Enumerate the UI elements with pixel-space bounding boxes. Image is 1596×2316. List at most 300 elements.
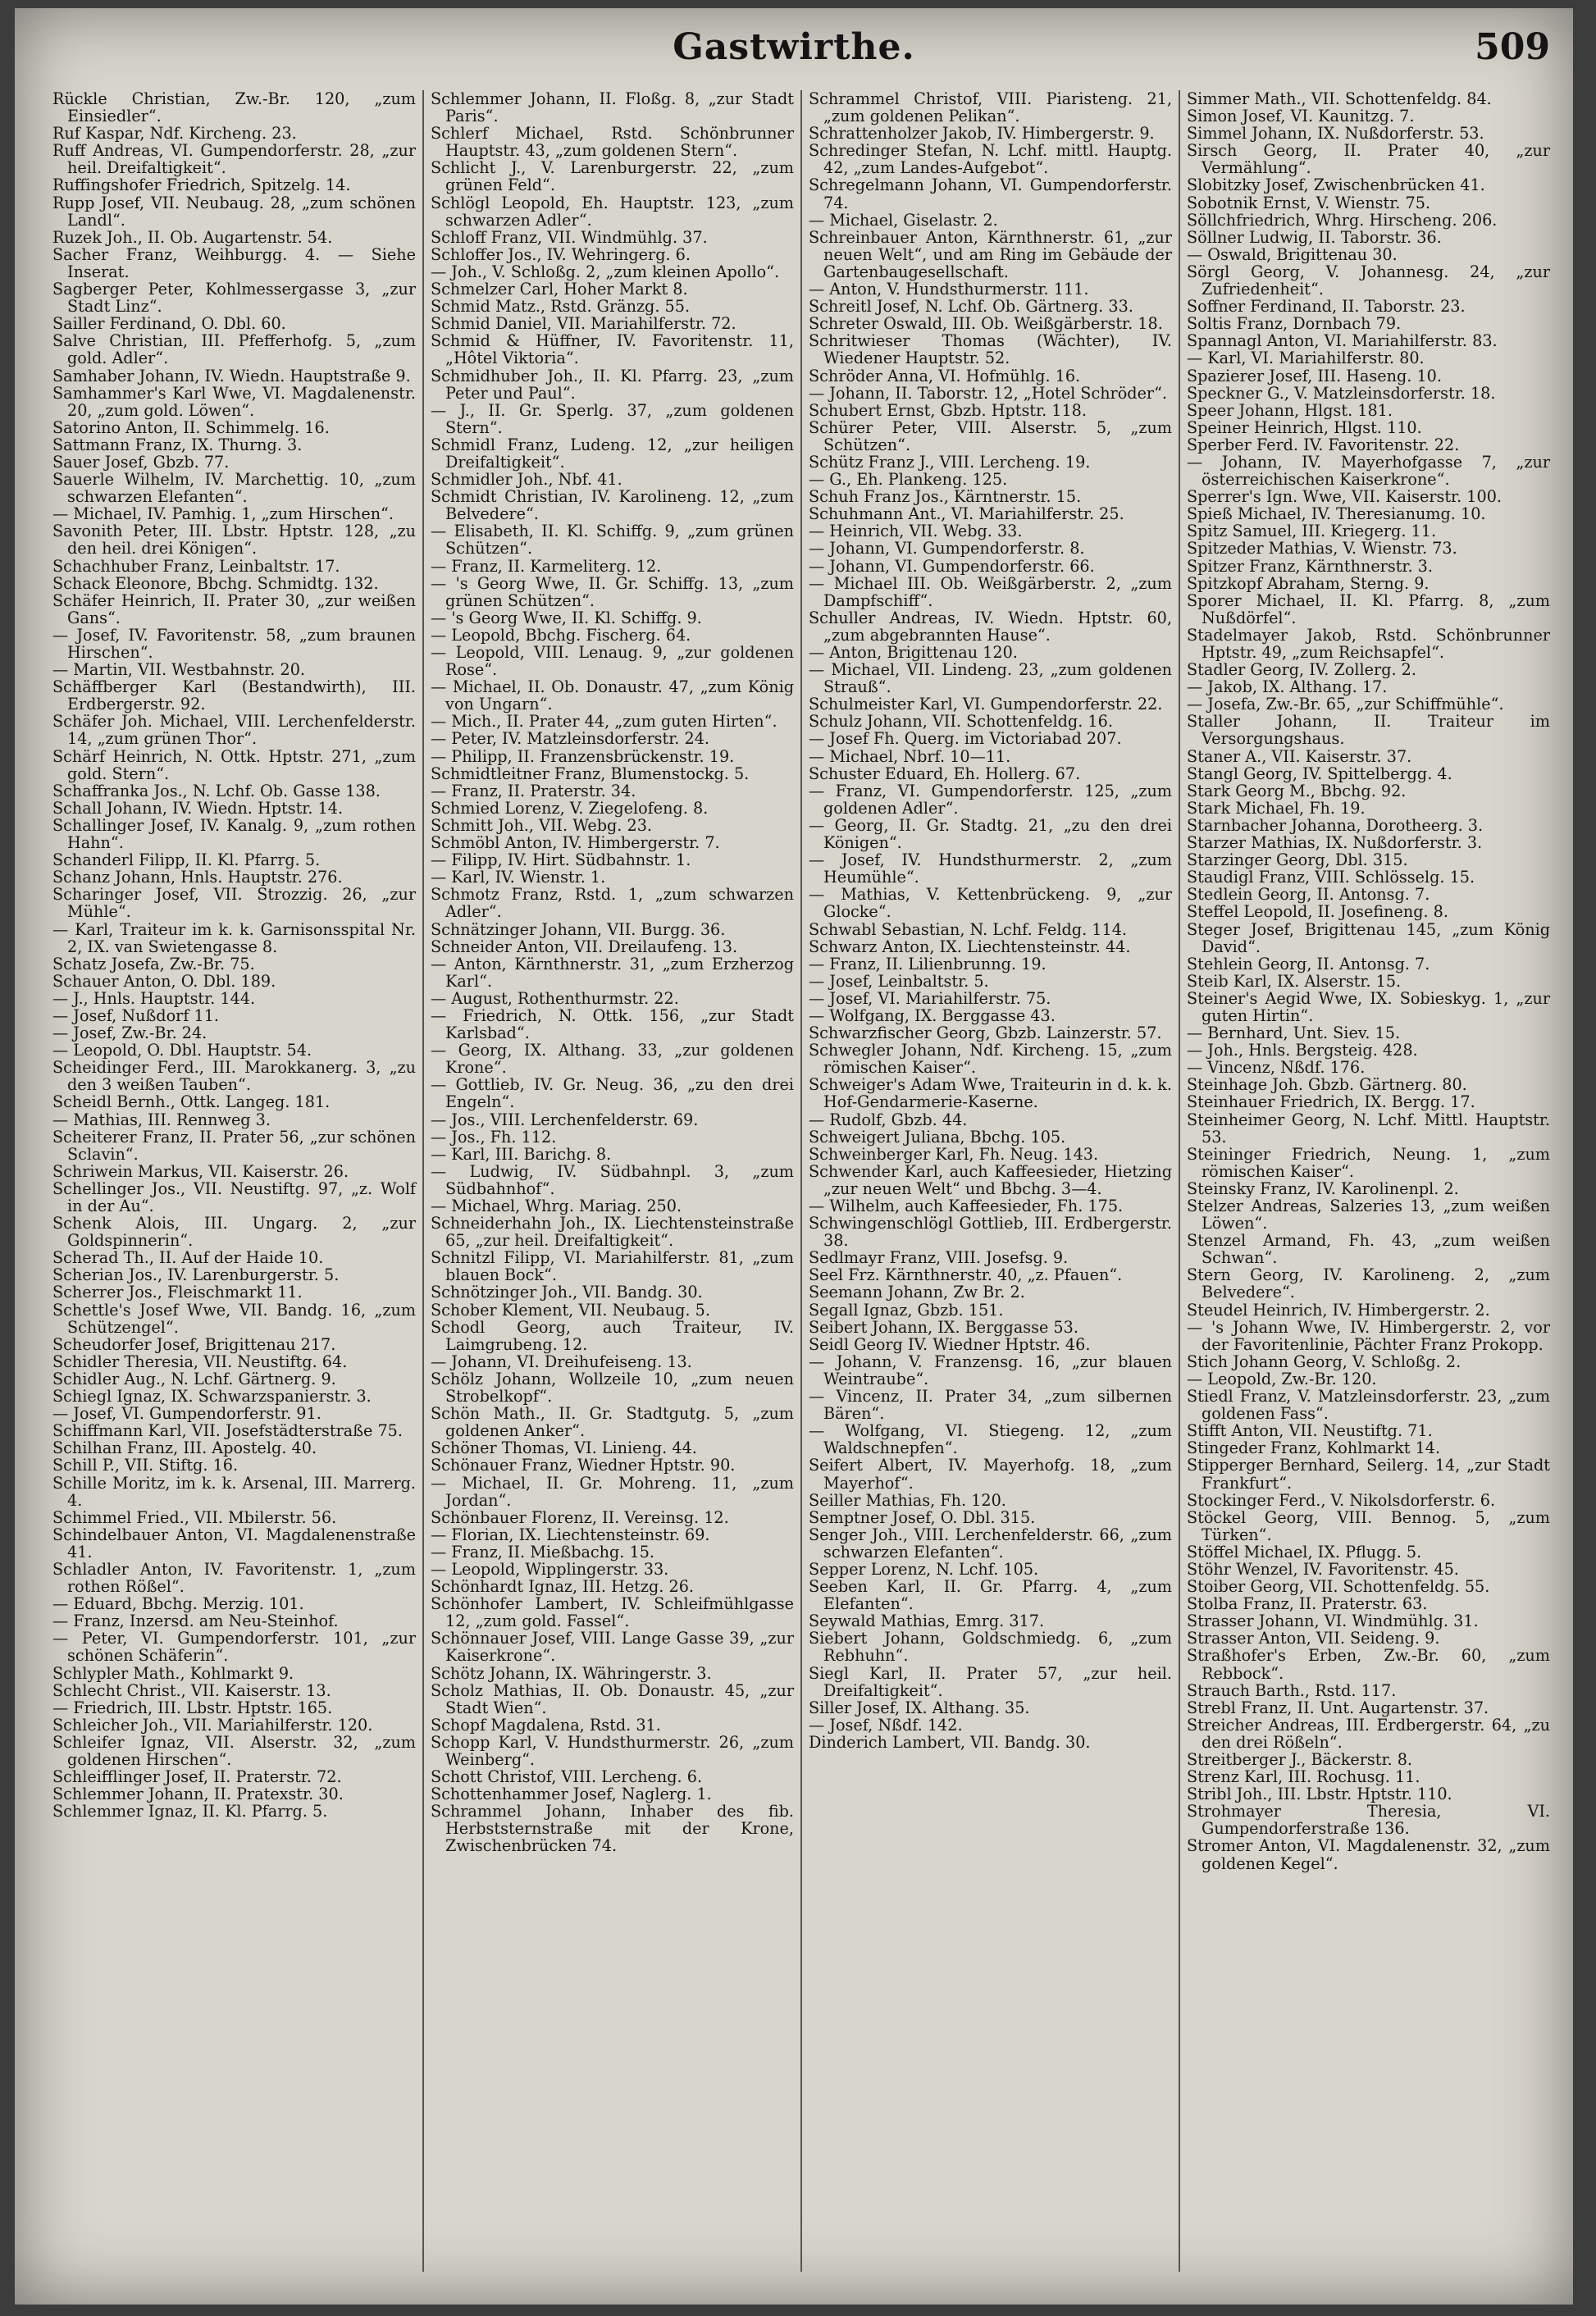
directory-entry: Seibert Johann, IX. Berggasse 53. — [809, 1317, 1078, 1337]
directory-entry: Schauer Anton, O. Dbl. 189. — [52, 971, 276, 991]
directory-entry: — Heinrich, VII. Webg. 33. — [809, 522, 1023, 541]
directory-entry: Schaffranka Jos., N. Lchf. Ob. Gasse 138. — [52, 781, 381, 800]
directory-entry: Schanderl Filipp, II. Kl. Pfarrg. 5. — [52, 850, 321, 870]
directory-entry: Starzer Mathias, IX. Nußdorferstr. 3. — [1187, 833, 1483, 853]
directory-entry: Dinderich Lambert, VII. Bandg. 30. — [809, 1732, 1091, 1752]
directory-entry: Schulz Johann, VII. Schottenfeldg. 16. — [809, 712, 1113, 732]
directory-entry: Starnbacher Johanna, Dorotheerg. 3. — [1187, 815, 1484, 835]
directory-entry: — J., II. Gr. Sperlg. 37, „zum goldenen Stern“. — [431, 400, 794, 437]
directory-entry: Sailler Ferdinand, O. Dbl. 60. — [52, 314, 286, 334]
directory-entry: Strasser Johann, VI. Windmühlg. 31. — [1187, 1612, 1479, 1631]
directory-entry: Spitzer Franz, Kärnthnerstr. 3. — [1187, 556, 1433, 576]
directory-entry: Sepper Lorenz, N. Lchf. 105. — [809, 1559, 1039, 1579]
directory-entry: Seifert Albert, IV. Mayerhofg. 18, „zum Mayerhof“. — [809, 1456, 1172, 1493]
directory-entry: Steiner's Aegid Wwe, IX. Sobieskyg. 1, „zur guten Hirtin“. — [1187, 988, 1550, 1025]
directory-entry: — Franz, VI. Gumpendorferstr. 125, „zum goldenen Adler“. — [809, 781, 1172, 818]
directory-entry: — Mathias, III. Rennweg 3. — [52, 1110, 271, 1129]
directory-entry: Schnitzl Filipp, VI. Mariahilferstr. 81, „zum blauen Bock“. — [431, 1248, 794, 1285]
directory-page — [15, 8, 1573, 2305]
directory-entry: Schön Math., II. Gr. Stadtgutg. 5, „zum goldenen Anker“. — [431, 1404, 794, 1441]
directory-entry: — Franz, II. Praterstr. 34. — [431, 781, 636, 800]
directory-entry: — Anton, V. Hundsthurmerstr. 111. — [809, 280, 1089, 299]
directory-entry: Schrattenholzer Jakob, IV. Himbergerstr. 9. — [809, 124, 1155, 144]
directory-entry: Ruffingshofer Friedrich, Spitzelg. 14. — [52, 176, 351, 195]
directory-entry: Stöckel Georg, VIII. Bennog. 5, „zum Türken“. — [1187, 1507, 1550, 1544]
directory-entry: Stöffel Michael, IX. Pflugg. 5. — [1187, 1542, 1422, 1561]
directory-entry: — Vincenz, II. Prater 34, „zum silbernen Bären“. — [809, 1387, 1172, 1424]
directory-entry: — 's Georg Wwe, II. Gr. Schiffg. 13, „zum grünen Schützen“. — [431, 573, 794, 610]
directory-entry: Ruff Andreas, VI. Gumpendorferstr. 28, „zur heil. Dreifaltigkeit“. — [52, 141, 416, 178]
directory-entry: — Michael III. Ob. Weißgärberstr. 2, „zum Dampfschiff“. — [809, 573, 1172, 610]
directory-entry: Savonith Peter, III. Lbstr. Hptstr. 128, „zu den heil. drei Königen“. — [52, 522, 416, 558]
directory-entry: — Filipp, IV. Hirt. Südbahnstr. 1. — [431, 850, 691, 870]
directory-entry: — Karl, IV. Wienstr. 1. — [431, 868, 606, 887]
directory-entry: Schloffer Jos., IV. Wehringerg. 6. — [431, 244, 691, 264]
directory-entry: Stromer Anton, VI. Magdalenenstr. 32, „zum goldenen Kegel“. — [1187, 1836, 1550, 1873]
directory-entry: Schmidtleitner Franz, Blumenstockg. 5. — [431, 764, 750, 783]
directory-entry: Schmidler Joh., Nbf. 41. — [431, 470, 622, 490]
directory-entry: Stockinger Ferd., V. Nikolsdorferstr. 6. — [1187, 1490, 1496, 1510]
directory-entry: — Martin, VII. Westbahnstr. 20. — [52, 660, 306, 680]
directory-entry: Schmidhuber Joh., II. Kl. Pfarrg. 23, „zum Peter und Paul“. — [431, 366, 794, 403]
directory-entry: Samhammer's Karl Wwe, VI. Magdalenenstr. 20, „zum gold. Löwen“. — [52, 383, 416, 420]
directory-entry: Stolba Franz, II. Praterstr. 63. — [1187, 1594, 1428, 1614]
directory-entry: Schuster Eduard, Eh. Hollerg. 67. — [809, 764, 1081, 783]
directory-entry: Schönauer Franz, Wiedner Hptstr. 90. — [431, 1456, 736, 1475]
directory-entry: Schimmel Fried., VII. Mbilerstr. 56. — [52, 1507, 337, 1527]
directory-entry: Steinheimer Georg, N. Lchf. Mittl. Hauptstr. 53. — [1187, 1110, 1550, 1147]
directory-entry: Simmel Johann, IX. Nußdorferstr. 53. — [1187, 124, 1484, 144]
directory-entry: Stark Michael, Fh. 19. — [1187, 798, 1366, 818]
directory-entry: Schütz Franz J., VIII. Lercheng. 19. — [809, 452, 1091, 472]
directory-entry: — Josef, VI. Mariahilferstr. 75. — [809, 988, 1051, 1008]
directory-entry: — Josef, Leinbaltstr. 5. — [809, 971, 989, 991]
column-4 — [1180, 90, 1557, 2272]
directory-entry: Streicher Andreas, III. Erdbergerstr. 64, „zu den drei Rößeln“. — [1187, 1715, 1550, 1752]
directory-entry: Schärf Heinrich, N. Ottk. Hptstr. 271, „zum gold. Stern“. — [52, 746, 416, 783]
directory-entry: — Michael, Nbrf. 10—11. — [809, 746, 1011, 766]
directory-entry: Scholz Mathias, II. Ob. Donaustr. 45, „zur Stadt Wien“. — [431, 1680, 794, 1717]
directory-entry: Scherian Jos., IV. Larenburgerstr. 5. — [52, 1265, 340, 1285]
directory-entry: Schönhardt Ignaz, III. Hetzg. 26. — [431, 1577, 695, 1597]
directory-entry: Schopf Magdalena, Rstd. 31. — [431, 1715, 661, 1735]
directory-entry: — Elisabeth, II. Kl. Schiffg. 9, „zum grünen Schützen“. — [431, 522, 794, 558]
directory-entry: Sobotnik Ernst, V. Wienstr. 75. — [1187, 193, 1431, 212]
directory-entry: — Josef Fh. Querg. im Victoriabad 207. — [809, 729, 1122, 749]
directory-entry: Schöner Thomas, VI. Linieng. 44. — [431, 1438, 697, 1458]
directory-entry: — Josef, Zw.-Br. 24. — [52, 1024, 207, 1043]
directory-entry: Schwegler Johann, Ndf. Kircheng. 15, „zum römischen Kaiser“. — [809, 1041, 1172, 1078]
directory-entry: Senger Joh., VIII. Lerchenfelderstr. 66, „zum schwarzen Elefanten“. — [809, 1525, 1172, 1561]
directory-entry: Stern Georg, IV. Karolineng. 2, „zum Belvedere“. — [1187, 1265, 1550, 1302]
directory-entry: Sperrer's Ign. Wwe, VII. Kaiserstr. 100. — [1187, 487, 1503, 507]
page-number: 509 — [1475, 26, 1550, 68]
directory-entry: Schmied Lorenz, V. Ziegelofeng. 8. — [431, 798, 709, 818]
directory-entry: — Josefa, Zw.-Br. 65, „zur Schiffmühle“. — [1187, 695, 1504, 714]
directory-entry: — 's Georg Wwe, II. Kl. Schiffg. 9. — [431, 608, 702, 627]
directory-entry: Sauer Josef, Gbzb. 77. — [52, 452, 230, 472]
directory-entry: Schneider Anton, VII. Dreilaufeng. 13. — [431, 937, 738, 956]
directory-entry: Schodl Georg, auch Traiteur, IV. Laimgrubeng. 12. — [431, 1317, 794, 1354]
directory-entry: Schlypler Math., Kohlmarkt 9. — [52, 1663, 294, 1683]
directory-entry: Schölz Johann, Wollzeile 10, „zum neuen Strobelkopf“. — [431, 1369, 794, 1406]
directory-entry: Schmidt Christian, IV. Karolineng. 12, „zum Belvedere“. — [431, 487, 794, 524]
directory-entry: Rückle Christian, Zw.-Br. 120, „zum Einsiedler“. — [52, 90, 416, 126]
directory-entry: — Mich., II. Prater 44, „zum guten Hirten“. — [431, 712, 777, 732]
directory-entry: — Michael, Whrg. Mariag. 250. — [431, 1197, 682, 1215]
directory-entry: Spieß Michael, IV. Theresianumg. 10. — [1187, 504, 1486, 524]
directory-entry: — Johann, IV. Mayerhofgasse 7, „zur österreichischen Kaiserkrone“. — [1187, 452, 1550, 490]
directory-entry: — Wolfgang, IX. Berggasse 43. — [809, 1005, 1056, 1025]
directory-entry: Schönbauer Florenz, II. Vereinsg. 12. — [431, 1507, 729, 1527]
directory-entry: Steffel Leopold, II. Josefineng. 8. — [1187, 902, 1448, 922]
directory-entry: Strenz Karl, III. Rochusg. 11. — [1187, 1767, 1420, 1787]
directory-entry: — Karl, III. Barichg. 8. — [431, 1144, 612, 1164]
directory-entry: Schreinbauer Anton, Kärnthnerstr. 61, „zur neuen Welt“, und am Ring im Gebäude der Gartenbaugesellschaft. — [809, 227, 1172, 281]
directory-entry: Staner A., VII. Kaiserstr. 37. — [1187, 746, 1412, 766]
directory-entry: Steger Josef, Brigittenau 145, „zum König David“. — [1187, 919, 1550, 956]
directory-entry: Schwarz Anton, IX. Liechtensteinstr. 44. — [809, 937, 1131, 956]
directory-entry: — Eduard, Bbchg. Merzig. 101. — [52, 1594, 304, 1614]
directory-entry: Streitberger J., Bäckerstr. 8. — [1187, 1750, 1413, 1769]
directory-entry: Schnätzinger Johann, VII. Burgg. 36. — [431, 919, 726, 939]
directory-entry: Speckner G., V. Matzleinsdorferstr. 18. — [1187, 383, 1496, 403]
directory-entry: Steudel Heinrich, IV. Himbergerstr. 2. — [1187, 1300, 1490, 1320]
directory-entry: — Karl, Traiteur im k. k. Garnisonsspital Nr. 2, IX. van Swietengasse 8. — [52, 919, 416, 956]
column-1 — [46, 90, 424, 2272]
directory-entry: Schürer Peter, VIII. Alserstr. 5, „zum Schützen“. — [809, 417, 1172, 454]
directory-entry: — Michael, II. Ob. Donaustr. 47, „zum König von Ungarn“. — [431, 677, 794, 714]
directory-entry: Stedlein Georg, II. Antonsg. 7. — [1187, 885, 1430, 905]
column-3 — [802, 90, 1180, 2272]
directory-entry: Schwarzfischer Georg, Gbzb. Lainzerstr. 57. — [809, 1024, 1162, 1043]
directory-entry: Sattmann Franz, IX. Thurng. 3. — [52, 435, 303, 454]
directory-entry: Schleifer Ignaz, VII. Alserstr. 32, „zum goldenen Hirschen“. — [52, 1732, 416, 1769]
directory-entry: Steib Karl, IX. Alserstr. 15. — [1187, 971, 1402, 991]
directory-entry: — Friedrich, III. Lbstr. Hptstr. 165. — [52, 1698, 333, 1717]
directory-entry: Strauch Barth., Rstd. 117. — [1187, 1680, 1397, 1700]
directory-entry: Sagberger Peter, Kohlmessergasse 3, „zur Stadt Linz“. — [52, 280, 416, 317]
directory-entry: Schill P., VII. Stiftg. 16. — [52, 1456, 239, 1475]
directory-entry: Söllchfriedrich, Whrg. Hirscheng. 206. — [1187, 210, 1498, 230]
directory-entry: — Leopold, O. Dbl. Hauptstr. 54. — [52, 1041, 312, 1060]
directory-entry: Stingeder Franz, Kohlmarkt 14. — [1187, 1438, 1441, 1458]
directory-entry: Schmidl Franz, Ludeng. 12, „zur heiligen Dreifaltigkeit“. — [431, 435, 794, 472]
directory-entry: — Georg, IX. Althang. 33, „zur goldenen Krone“. — [431, 1041, 794, 1078]
column-2 — [424, 90, 802, 2272]
directory-entry: Schmöbl Anton, IV. Himbergerstr. 7. — [431, 833, 720, 853]
directory-entry: Seywald Mathias, Emrg. 317. — [809, 1612, 1045, 1631]
directory-entry: — Leopold, Wipplingerstr. 33. — [431, 1559, 669, 1579]
directory-entry: Seidl Georg IV. Wiedner Hptstr. 46. — [809, 1334, 1091, 1354]
directory-entry: Schwender Karl, auch Kaffeesieder, Hietzing „zur neuen Welt“ und Bbchg. 3—4. — [809, 1161, 1172, 1198]
directory-entry: Slobitzky Josef, Zwischenbrücken 41. — [1187, 176, 1485, 195]
directory-entry: Semptner Josef, O. Dbl. 315. — [809, 1507, 1036, 1527]
directory-entry: Ruzek Joh., II. Ob. Augartenstr. 54. — [52, 227, 333, 247]
directory-entry: Schneiderhahn Joh., IX. Liechtensteinstraße 65, „zur heil. Dreifaltigkeit“. — [431, 1214, 794, 1251]
directory-entry: — Franz, II. Lilienbrunng. 19. — [809, 954, 1047, 973]
directory-entry: Steinhauer Friedrich, IX. Bergg. 17. — [1187, 1092, 1475, 1112]
directory-entry: Scheiterer Franz, II. Prater 56, „zur schönen Sclavin“. — [52, 1127, 416, 1164]
directory-entry: Strasser Anton, VII. Seideng. 9. — [1187, 1629, 1440, 1648]
directory-entry: Salve Christian, III. Pfefferhofg. 5, „zum gold. Adler“. — [52, 331, 416, 368]
directory-entry: Schrammel Johann, Inhaber des fib. Herbststernstraße mit der Krone, Zwischenbrücken 74. — [431, 1802, 794, 1856]
directory-entry: — Ludwig, IV. Südbahnpl. 3, „zum Südbahnhof“. — [431, 1161, 794, 1198]
directory-entry: Ruf Kaspar, Ndf. Kircheng. 23. — [52, 124, 297, 144]
directory-entry: Schilhan Franz, III. Apostelg. 40. — [52, 1438, 317, 1458]
directory-entry: Scheidl Bernh., Ottk. Langeg. 181. — [52, 1092, 331, 1112]
directory-entry: Scharinger Josef, VII. Strozzig. 26, „zur Mühle“. — [52, 885, 416, 922]
directory-entry: — Josef, IV. Hundsthurmerstr. 2, „zum Heumühle“. — [809, 850, 1172, 887]
directory-entry: — Georg, II. Gr. Stadtg. 21, „zu den drei Königen“. — [809, 815, 1172, 853]
directory-entry: — Philipp, II. Franzensbrückenstr. 19. — [431, 746, 735, 766]
directory-entry: Satorino Anton, II. Schimmelg. 16. — [52, 417, 330, 437]
directory-entry: — Peter, VI. Gumpendorferstr. 101, „zur schönen Schäferin“. — [52, 1629, 416, 1666]
directory-entry: Sörgl Georg, V. Johannesg. 24, „zur Zufriedenheit“. — [1187, 262, 1550, 299]
directory-entry: Schille Moritz, im k. k. Arsenal, III. Marrerg. 4. — [52, 1473, 416, 1510]
directory-entry: Schiegl Ignaz, IX. Schwarzspanierstr. 3. — [52, 1387, 372, 1406]
directory-entry: — Gottlieb, IV. Gr. Neug. 36, „zu den drei Engeln“. — [431, 1075, 794, 1112]
directory-entry: Schlicht J., V. Larenburgerstr. 22, „zum grünen Feld“. — [431, 158, 794, 195]
directory-entry: Seiller Mathias, Fh. 120. — [809, 1490, 1006, 1510]
directory-entry: Schmelzer Carl, Hoher Markt 8. — [431, 280, 688, 299]
directory-entry: — Jos., Fh. 112. — [431, 1127, 557, 1147]
directory-entry: Spazierer Josef, III. Haseng. 10. — [1187, 366, 1442, 385]
directory-entry: — Johann, VI. Dreihufeiseng. 13. — [431, 1352, 692, 1371]
directory-entry: Schloff Franz, VII. Windmühlg. 37. — [431, 227, 708, 247]
directory-entry: Stelzer Andreas, Salzeries 13, „zum weißen Löwen“. — [1187, 1197, 1550, 1233]
directory-entry: Schott Christof, VIII. Lercheng. 6. — [431, 1767, 703, 1787]
directory-entry: Rupp Josef, VII. Neubaug. 28, „zum schönen Landl“. — [52, 193, 416, 230]
directory-entry: Schuh Franz Jos., Kärntnerstr. 15. — [809, 487, 1082, 507]
directory-entry: Stark Georg M., Bbchg. 92. — [1187, 781, 1407, 800]
directory-entry: Schellinger Jos., VII. Neustiftg. 97, „z. Wolf in der Au“. — [52, 1179, 416, 1215]
directory-entry: Stenzel Armand, Fh. 43, „zum weißen Schwan“. — [1187, 1231, 1550, 1268]
directory-entry: Segall Ignaz, Gbzb. 151. — [809, 1300, 1004, 1320]
directory-entry: Speer Johann, Hlgst. 181. — [1187, 400, 1393, 420]
directory-entry: — Oswald, Brigittenau 30. — [1187, 244, 1398, 264]
directory-entry: — Joh., Hnls. Bergsteig. 428. — [1187, 1041, 1418, 1060]
directory-entry: — Michael, VII. Lindeng. 23, „zum goldenen Strauß“. — [809, 660, 1172, 697]
directory-entry: Scheidinger Ferd., III. Marokkanerg. 3, „zu den 3 weißen Tauben“. — [52, 1058, 416, 1095]
directory-entry: — Leopold, Bbchg. Fischerg. 64. — [431, 625, 691, 645]
directory-entry: Strebl Franz, II. Unt. Augartenstr. 37. — [1187, 1698, 1489, 1717]
directory-entry: — Bernhard, Unt. Siev. 15. — [1187, 1024, 1401, 1043]
directory-entry: Schlemmer Ignaz, II. Kl. Pfarrg. 5. — [52, 1802, 328, 1821]
directory-entry: — Michael, Giselastr. 2. — [809, 210, 998, 230]
directory-entry: Simon Josef, VI. Kaunitzg. 7. — [1187, 107, 1415, 126]
directory-entry: Schenk Alois, III. Ungarg. 2, „zur Goldspinnerin“. — [52, 1214, 416, 1251]
directory-entry: Schuller Andreas, IV. Wiedn. Hptstr. 60, „zum abgebrannten Hause“. — [809, 608, 1172, 645]
directory-entry: — 's Johann Wwe, IV. Himbergerstr. 2, vor der Favoritenlinie, Pächter Franz Prokopp. — [1187, 1317, 1550, 1354]
directory-entry: Sirsch Georg, II. Prater 40, „zur Vermählung“. — [1187, 141, 1550, 178]
directory-entry: Speiner Heinrich, Hlgst. 110. — [1187, 417, 1422, 437]
directory-entry: Schreitl Josef, N. Lchf. Ob. Gärtnerg. 33. — [809, 297, 1133, 317]
directory-entry: Schäfer Joh. Michael, VIII. Lerchenfelderstr. 14, „zum grünen Thor“. — [52, 712, 416, 749]
directory-entry: — Karl, VI. Mariahilferstr. 80. — [1187, 349, 1425, 368]
directory-entry: Schweiger's Adam Wwe, Traiteurin in d. k. k. Hof-Gendarmerie-Kaserne. — [809, 1075, 1172, 1112]
directory-entry: Schulmeister Karl, VI. Gumpendorferstr. 22. — [809, 695, 1163, 714]
directory-entry: Schack Eleonore, Bbchg. Schmidtg. 132. — [52, 573, 379, 593]
directory-entry: Seel Frz. Kärnthnerstr. 40, „z. Pfauen“. — [809, 1265, 1123, 1285]
directory-entry: — Johann, II. Taborstr. 12, „Hotel Schröder“. — [809, 383, 1168, 403]
directory-entry: Steininger Friedrich, Neung. 1, „zum römischen Kaiser“. — [1187, 1144, 1550, 1181]
directory-entry: — Johann, VI. Gumpendorferstr. 66. — [809, 556, 1095, 576]
directory-entry: Schleicher Joh., VII. Mariahilferstr. 120. — [52, 1715, 373, 1735]
directory-entry: — Rudolf, Gbzb. 44. — [809, 1110, 968, 1129]
directory-entry: Schnötzinger Joh., VII. Bandg. 30. — [431, 1283, 703, 1302]
directory-entry: Schlecht Christ., VII. Kaiserstr. 13. — [52, 1680, 331, 1700]
directory-entry: Schindelbauer Anton, VI. Magdalenenstraße 41. — [52, 1525, 416, 1561]
directory-entry: Schregelmann Johann, VI. Gumpendorferstr. 74. — [809, 176, 1172, 212]
directory-entry: Spannagl Anton, VI. Mariahilferstr. 83. — [1187, 331, 1498, 351]
directory-entry: — Wolfgang, VI. Stiegeng. 12, „zum Waldschnepfen“. — [809, 1421, 1172, 1458]
directory-entry: Schidler Theresia, VII. Neustiftg. 64. — [52, 1352, 348, 1371]
directory-entry: Schottenhammer Josef, Naglerg. 1. — [431, 1785, 712, 1804]
directory-entry: Schladler Anton, IV. Favoritenstr. 1, „zum rothen Rößel“. — [52, 1559, 416, 1597]
directory-entry: — G., Eh. Plankeng. 125. — [809, 470, 1008, 490]
directory-entry: Schweigert Juliana, Bbchg. 105. — [809, 1127, 1066, 1147]
directory-entry: Schwingenschlögl Gottlieb, III. Erdbergerstr. 38. — [809, 1214, 1172, 1251]
directory-entry: Schlögl Leopold, Eh. Hauptstr. 123, „zum schwarzen Adler“. — [431, 193, 794, 230]
directory-entry: Stiedl Franz, V. Matzleinsdorferstr. 23, „zum goldenen Fass“. — [1187, 1387, 1550, 1424]
directory-entry: Schachhuber Franz, Leinbaltstr. 17. — [52, 556, 340, 576]
directory-entry: Staudigl Franz, VIII. Schlösselg. 15. — [1187, 868, 1475, 887]
directory-entry: Starzinger Georg, Dbl. 315. — [1187, 850, 1408, 870]
directory-entry: Stoiber Georg, VII. Schottenfeldg. 55. — [1187, 1577, 1490, 1597]
directory-entry: — Peter, IV. Matzleinsdorferstr. 24. — [431, 729, 710, 749]
directory-entry: — Johann, VI. Gumpendorferstr. 8. — [809, 539, 1085, 558]
directory-entry: Schrammel Christof, VIII. Piaristeng. 21, „zum goldenen Pelikan“. — [809, 90, 1172, 126]
directory-entry: — Josef, VI. Gumpendorferstr. 91. — [52, 1404, 321, 1424]
directory-entry: Siegl Karl, II. Prater 57, „zur heil. Dreifaltigkeit“. — [809, 1663, 1172, 1700]
directory-entry: Seemann Johann, Zw Br. 2. — [809, 1283, 1025, 1302]
directory-entry: — Michael, II. Gr. Mohreng. 11, „zum Jordan“. — [431, 1473, 794, 1510]
directory-entry: Sauerle Wilhelm, IV. Marchettig. 10, „zum schwarzen Elefanten“. — [52, 470, 416, 507]
directory-entry: — Jos., VIII. Lerchenfelderstr. 69. — [431, 1110, 699, 1129]
directory-entry: Schönnauer Josef, VIII. Lange Gasse 39, „zur Kaiserkrone“. — [431, 1629, 794, 1666]
directory-entry: Schlerf Michael, Rstd. Schönbrunner Hauptstr. 43, „zum goldenen Stern“. — [431, 124, 794, 161]
directory-entry: — Franz, II. Mießbachg. 15. — [431, 1542, 655, 1561]
page-header — [15, 26, 1573, 75]
directory-entry: Schanz Johann, Hnls. Hauptstr. 276. — [52, 868, 343, 887]
directory-entry: — Franz, Inzersd. am Neu-Steinhof. — [52, 1612, 339, 1631]
directory-entry: Siller Josef, IX. Althang. 35. — [809, 1698, 1030, 1717]
directory-entry: Schmid Daniel, VII. Mariahilferstr. 72. — [431, 314, 736, 334]
directory-entry: Stich Johann Georg, V. Schloßg. 2. — [1187, 1352, 1461, 1371]
directory-entry: Soltis Franz, Dornbach 79. — [1187, 314, 1402, 334]
directory-entry: Schlemmer Johann, II. Floßg. 8, „zur Stadt Paris“. — [431, 90, 794, 126]
directory-entry: Schmotz Franz, Rstd. 1, „zum schwarzen Adler“. — [431, 885, 794, 922]
directory-entry: — Anton, Brigittenau 120. — [809, 643, 1018, 662]
directory-entry: Schettle's Josef Wwe, VII. Bandg. 16, „zum Schützengel“. — [52, 1300, 416, 1337]
directory-entry: Siebert Johann, Goldschmiedg. 6, „zum Rebhuhn“. — [809, 1629, 1172, 1666]
directory-entry: Schober Klement, VII. Neubaug. 5. — [431, 1300, 710, 1320]
page-title: Gastwirthe. — [673, 26, 915, 68]
directory-entry: Scherrer Jos., Fleischmarkt 11. — [52, 1283, 303, 1302]
directory-entry: Straßhofer's Erben, Zw.-Br. 60, „zum Rebbock“. — [1187, 1646, 1550, 1683]
directory-entry: Sporer Michael, II. Kl. Pfarrg. 8, „zum Nußdörfel“. — [1187, 590, 1550, 627]
directory-entry: Schidler Aug., N. Lchf. Gärtnerg. 9. — [52, 1369, 336, 1388]
directory-entry: Spitz Samuel, III. Kriegerg. 11. — [1187, 522, 1437, 541]
directory-entry: Staller Johann, II. Traiteur im Versorgungshaus. — [1187, 712, 1550, 749]
directory-entry: Strohmayer Theresia, VI. Gumpendorferstraße 136. — [1187, 1802, 1550, 1839]
directory-entry: Stadelmayer Jakob, Rstd. Schönbrunner Hptstr. 49, „zum Reichsapfel“. — [1187, 625, 1550, 662]
directory-entry: Schötz Johann, IX. Währingerstr. 3. — [431, 1663, 712, 1683]
directory-entry: Simmer Math., VII. Schottenfeldg. 84. — [1187, 90, 1492, 108]
directory-entry: — Leopold, VIII. Lenaug. 9, „zur goldenen Rose“. — [431, 643, 794, 680]
directory-entry: Stehlein Georg, II. Antonsg. 7. — [1187, 954, 1430, 973]
directory-entry: — Josef, Nußdorf 11. — [52, 1005, 220, 1025]
directory-entry: Sedlmayr Franz, VIII. Josefsg. 9. — [809, 1248, 1069, 1268]
directory-entry: — Florian, IX. Liechtensteinstr. 69. — [431, 1525, 710, 1544]
directory-entry: Samhaber Johann, IV. Wiedn. Hauptstraße 9. — [52, 366, 411, 385]
directory-entry: — Josef, IV. Favoritenstr. 58, „zum braunen Hirschen“. — [52, 625, 416, 662]
directory-entry: Schlemmer Johann, II. Pratexstr. 30. — [52, 1785, 344, 1804]
directory-entry: — Vincenz, Nßdf. 176. — [1187, 1058, 1366, 1078]
directory-entry: Schwabl Sebastian, N. Lchf. Feldg. 114. — [809, 919, 1128, 939]
directory-entry: Schatz Josefa, Zw.-Br. 75. — [52, 954, 255, 973]
directory-entry: — Franz, II. Karmeliterg. 12. — [431, 556, 662, 576]
directory-entry: — Johann, V. Franzensg. 16, „zur blauen Weintraube“. — [809, 1352, 1172, 1388]
directory-entry: Schallinger Josef, IV. Kanalg. 9, „zum rothen Hahn“. — [52, 815, 416, 853]
directory-entry: Schopp Karl, V. Hundsthurmerstr. 26, „zum Weinberg“. — [431, 1732, 794, 1769]
directory-entry: Schleifflinger Josef, II. Praterstr. 72. — [52, 1767, 342, 1787]
directory-entry: Scherad Th., II. Auf der Haide 10. — [52, 1248, 324, 1268]
directory-entry: Schäffberger Karl (Bestandwirth), III. Erdbergerstr. 92. — [52, 677, 416, 714]
directory-entry: Sperber Ferd. IV. Favoritenstr. 22. — [1187, 435, 1460, 454]
directory-entry: Stangl Georg, IV. Spittelbergg. 4. — [1187, 764, 1452, 783]
directory-entry: Stribl Joh., III. Lbstr. Hptstr. 110. — [1187, 1785, 1452, 1804]
entry-columns — [46, 90, 1557, 2272]
directory-entry: Scheudorfer Josef, Brigittenau 217. — [52, 1334, 336, 1354]
directory-entry: Schredinger Stefan, N. Lchf. mittl. Hauptg. 42, „zum Landes-Aufgebot“. — [809, 141, 1172, 178]
directory-entry: — Josef, Nßdf. 142. — [809, 1715, 963, 1735]
directory-entry: Schmid Matz., Rstd. Gränzg. 55. — [431, 297, 691, 317]
directory-entry: Schmitt Joh., VII. Webg. 23. — [431, 815, 653, 835]
directory-entry: Stöhr Wenzel, IV. Favoritenstr. 45. — [1187, 1559, 1459, 1579]
directory-entry: Schäfer Heinrich, II. Prater 30, „zur weißen Gans“. — [52, 590, 416, 627]
directory-entry: Schritwieser Thomas (Wächter), IV. Wiedener Hauptstr. 52. — [809, 331, 1172, 368]
directory-entry: Schröder Anna, VI. Hofmühlg. 16. — [809, 366, 1081, 385]
directory-entry: Spitzkopf Abraham, Sterng. 9. — [1187, 573, 1430, 593]
directory-entry: Stadler Georg, IV. Zollerg. 2. — [1187, 660, 1416, 680]
directory-entry: Schiffmann Karl, VII. Josefstädterstraße 75. — [52, 1421, 403, 1441]
directory-entry: Soffner Ferdinand, II. Taborstr. 23. — [1187, 297, 1466, 317]
directory-entry: — Friedrich, N. Ottk. 156, „zur Stadt Karlsbad“. — [431, 1005, 794, 1043]
directory-entry: — Mathias, V. Kettenbrückeng. 9, „zur Glocke“. — [809, 885, 1172, 922]
directory-entry: Söllner Ludwig, II. Taborstr. 36. — [1187, 227, 1442, 247]
directory-entry: Schubert Ernst, Gbzb. Hptstr. 118. — [809, 400, 1087, 420]
directory-entry: Spitzeder Mathias, V. Wienstr. 73. — [1187, 539, 1457, 558]
directory-entry: Schreter Oswald, III. Ob. Weißgärberstr. 18. — [809, 314, 1163, 334]
directory-entry: Stifft Anton, VII. Neustiftg. 71. — [1187, 1421, 1433, 1441]
directory-entry: Schriwein Markus, VII. Kaiserstr. 26. — [52, 1161, 349, 1181]
directory-entry: Schweinberger Karl, Fh. Neug. 143. — [809, 1144, 1099, 1164]
directory-entry: Schuhmann Ant., VI. Mariahilferstr. 25. — [809, 504, 1124, 524]
directory-entry: Steinsky Franz, IV. Karolinenpl. 2. — [1187, 1179, 1459, 1198]
directory-entry: — August, Rothenthurmstr. 22. — [431, 988, 679, 1008]
directory-entry: Sacher Franz, Weihburgg. 4. — Siehe Inserat. — [52, 244, 416, 281]
directory-entry: — Michael, IV. Pamhig. 1, „zum Hirschen“. — [52, 504, 394, 524]
directory-entry: — Leopold, Zw.-Br. 120. — [1187, 1369, 1377, 1388]
directory-entry: Schall Johann, IV. Wiedn. Hptstr. 14. — [52, 798, 344, 818]
directory-entry: — Joh., V. Schloßg. 2, „zum kleinen Apollo“. — [431, 262, 780, 281]
directory-entry: Schönhofer Lambert, IV. Schleifmühlgasse 12, „zum gold. Fassel“. — [431, 1594, 794, 1631]
directory-entry: Stipperger Bernhard, Seilerg. 14, „zur Stadt Frankfurt“. — [1187, 1456, 1550, 1493]
directory-entry: — Wilhelm, auch Kaffeesieder, Fh. 175. — [809, 1197, 1124, 1215]
directory-entry: — J., Hnls. Hauptstr. 144. — [52, 988, 256, 1008]
